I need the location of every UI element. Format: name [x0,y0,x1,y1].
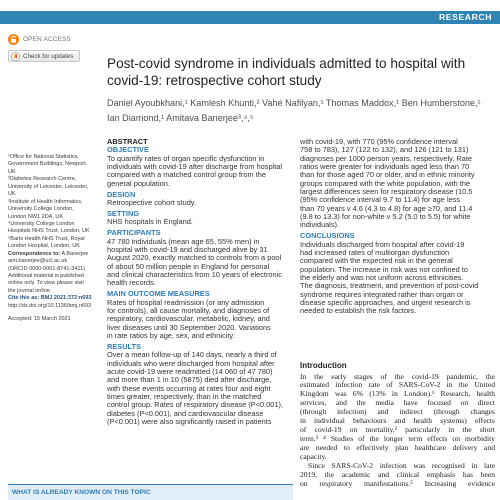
affiliation-line: ³Institute of Health Informatics, [8,198,83,205]
abstract-text-line: 758 to 783), 127 (122 to 132), and 126 (121 to 131) [300,146,469,155]
affiliation-line: University of Leicester, Leicester, [8,183,89,190]
abstract-section-setting [107,210,295,227]
body-text-line: are needed to effectively plan healthcare delivery and [300,444,495,452]
abstract-text-line: acute covid-19 were readmitted (14 060 of 47 780) [107,367,273,376]
section-band [0,11,500,24]
accepted-date: Accepted: 15 March 2021 [8,316,71,323]
what-is-known-box [8,484,293,500]
body-text-line: estimated infection rate of SARS-CoV-2 in the United [300,381,495,390]
abstract-text-line: compared with a matched control group from the [107,171,266,180]
abstract-text-line: individuals with covid-19 after discharge from hospital [107,163,282,172]
abstract-text-line: than 70 years v 4.6 (4.3 to 4.8) for age ≥70, and 11.4 [300,204,473,213]
citation-reference: BMJ 2021;372:n693 [40,295,92,302]
abstract-text-line: The diagnosis, treatment, and prevention of post-covid [300,282,479,291]
abstract-text-line: and clinical characteristics from 10 years of electronic [107,270,282,279]
abstract-text-line: largest differences seen for respiratory disease (10.5 [300,188,473,197]
abstract-heading: ABSTRACT [107,138,148,146]
additional-note-line: the journal online. [8,287,52,294]
abstract-text-line: To quantify rates of organ specific dysfunction in [107,154,265,163]
abstract-text-line: population. The increase in risk was not confined to [300,265,468,274]
affiliation-line: University College London, [8,206,74,213]
main-outcome-measures-heading: MAIN OUTCOME MEASURES [107,289,210,299]
body-text-line: in individual behaviours and health systems) effects [300,417,495,426]
affiliations [8,154,103,251]
abstract-text-line: general population. [107,179,170,188]
abstract-text-line: disease specific approaches, and urgent research is [300,299,471,308]
check-for-updates-button[interactable] [8,50,80,62]
abstract-text-line: syndrome requires integrated rather than organ or [300,290,464,299]
abstract-text-line: in rate ratios by age, sex, and ethnicity. [107,331,235,340]
abstract-text-line: compared with the expected risk in the general [300,257,453,266]
abstract-section-design [107,191,295,208]
abstract-text-line: (P<0.001) were also significantly raised in patients [107,417,272,426]
abstract-section-main-outcome-measures [107,290,295,340]
title-line: Post-covid syndrome in individuals admitted to hospital with [107,56,466,71]
author-list [107,96,497,126]
author-line: Ian Diamond,¹ Amitava Banerjee³,⁴,⁵ [107,113,254,123]
author-line: Daniel Ayoubkhani,¹ Kamlesh Khunti,² Vahé Nafilyan,¹ Thomas Maddox,¹ Ben Humberstone,¹ [107,98,481,108]
affiliation-line: UK [8,191,16,198]
affiliation-line: UK [8,168,16,175]
abstract-text-line: diabetes (P<0.001), and cardiovascular disease [107,409,264,418]
abstract-text-line: August 2020, exactly matched to controls from a pool [107,254,282,263]
body-text-line: capacity. [300,452,327,461]
abstract-section-results [107,343,295,426]
design-heading: DESIGN [107,189,136,199]
citation-label: Cite this as: [8,295,40,302]
affiliation-line: London NW1 2DA, UK [8,213,64,220]
affiliation [8,154,103,176]
affiliation [8,199,103,221]
affiliation-line: ²Diabetes Research Centre, [8,176,77,183]
abstract-text-line: hospital with covid-19 and discharged alive by 31 [107,245,268,254]
abstract-text-line: for controls), all cause mortality, and diagnoses of [107,306,270,315]
correspondence-line [8,251,103,258]
affiliation-line: London Hospital, London, UK [8,243,80,250]
body-text-line: term.³ ⁴ Studies of the longer term effects on morbidity [300,435,495,444]
body-text-line: Kingdom was 6% (13% in London).¹ Research, health [300,390,495,399]
affiliation-line: ⁵Barts Health NHS Trust, Royal [8,235,85,242]
affiliation [8,176,103,198]
abstract-text-line: (95% confidence interval 9.7 to 11.4) for age less [300,196,461,205]
crossmark-icon [9,52,20,61]
abstract-text-line: had increased rates of multiorgan dysfunction [300,249,450,258]
abstract-text-line: health records. [107,279,156,288]
article-sidebar [8,154,103,324]
body-text-line: services, and the media have focused on direct [300,399,495,408]
abstract-text-line: of about 50 million people in England for personal [107,262,270,271]
open-access-lock-icon [8,34,19,45]
correspondence-label: Correspondence to: [8,250,61,257]
conclusions-heading: CONCLUSIONS [300,231,355,241]
correspondence-email[interactable]: ami.banerjee@ucl.ac.uk [8,258,68,265]
abstract-text-line: Over a mean follow-up of 140 days, nearly a third of [107,351,277,360]
introduction-paragraph [300,373,495,462]
objective-heading: OBJECTIVE [107,145,149,155]
abstract-text-line: diagnoses per 1000 person years, respectively. Rate [300,154,472,163]
introduction-paragraph [300,462,495,489]
participants-heading: PARTICIPANTS [107,228,161,238]
section-label: RESEARCH [438,12,492,22]
body-text-line: of covid-19 on mortality,² particularly in the short [300,426,495,435]
abstract-section-results-continued [300,138,496,230]
abstract-column-2 [300,138,496,320]
abstract-text-line: respiratory, cardiovascular, metabolic, kidney, and [107,315,270,324]
introduction-heading: Introduction [300,361,347,370]
abstract-text-line: individuals). [300,221,340,230]
additional-note-line: online only. To view please visit [8,280,84,287]
body-text-line: on respiratory manifestations.⁵ Increasing evidence [300,479,495,488]
abstract-text-line: with these events occurring at rates four and eight [107,384,271,393]
affiliation [8,221,103,236]
abstract-text-line: the elderly and was not uniform across ethnicities. [300,274,464,283]
article-title [107,55,497,89]
body-text-line: In the early stages of the covid-19 pandemic, the [300,372,495,381]
affiliation [8,236,103,251]
results-heading: RESULTS [107,341,141,351]
abstract-text-line: (9.8 to 13.3) for non-white v 5.2 (5.0 to 5.5) for white [300,213,471,222]
abstract-text-line: and more than 1 in 10 (5875) died after discharge, [107,376,272,385]
what-is-known-heading: WHAT IS ALREADY KNOWN ON THIS TOPIC [12,489,151,496]
affiliation-line: Hospitals NHS Trust, London, UK [8,228,90,235]
introduction-body [300,373,495,489]
open-access-label: OPEN ACCESS [23,35,72,43]
affiliation-line: ⁴University College London [8,220,75,227]
abstract-text-line: groups compared with the white population, with the [300,179,471,188]
abstract-text-line: Individuals discharged from hospital after covid-19 [300,240,465,249]
abstract-text-line: than for those aged 70 or older, and in ethnic minority [300,171,475,180]
setting-heading: SETTING [107,208,140,218]
abstract-text-line: with covid-19, with 770 (95% confidence interval [300,138,458,146]
correspondence-name: A Banerjee [61,250,89,257]
abstract-text-line: liver diseases until 30 September 2020. Variations [107,323,271,332]
affiliation-line: ¹Office for National Statistics, [8,154,79,160]
check-for-updates-label: Check for updates [23,52,74,60]
open-access-badge [8,33,71,45]
abstract-text-line: Retrospective cohort study. [107,199,197,207]
abstract-text-line: 47 780 individuals (mean age 65, 55% men) in [107,237,260,246]
body-text-line: 2019, the academic and clinical emphasis has been [300,470,495,479]
abstract-text-line: Rates of hospital readmission (or any admission [107,298,265,307]
body-text-line: Since SARS-CoV-2 infection was recognised in late [308,461,495,470]
abstract-section-objective [107,146,295,188]
additional-material-note [8,273,103,295]
affiliation-line: Government Buildings, Newport, [8,161,88,168]
abstract-text-line: individuals who were discharged from hospital after [107,359,275,368]
abstract-text-line: control group. Rates of respiratory disease (P<0.001), [107,401,284,410]
abstract-text-line: times greater, respectively, than in the matched [107,392,262,401]
orcid-id: (ORCID 0000-0001-8741-3411) [8,265,85,272]
abstract-text-line: NHS hospitals in England. [107,218,193,227]
additional-note-line: Additional material is published [8,273,84,279]
doi-link[interactable]: http://dx.doi.org/10.1136/bmj.n693 [8,302,92,309]
abstract-section-conclusions [300,232,496,315]
citation-line [8,295,103,302]
abstract-column-1 [107,138,295,430]
abstract-section-participants [107,229,295,287]
body-text-line: (through infection) and indirect (through changes [300,408,495,417]
abstract-text-line: needed to establish the risk factors. [300,307,417,316]
title-line: covid-19: retrospective cohort study [107,73,322,88]
abstract-text-line: ratios were greater for individuals aged less than 70 [300,163,470,172]
